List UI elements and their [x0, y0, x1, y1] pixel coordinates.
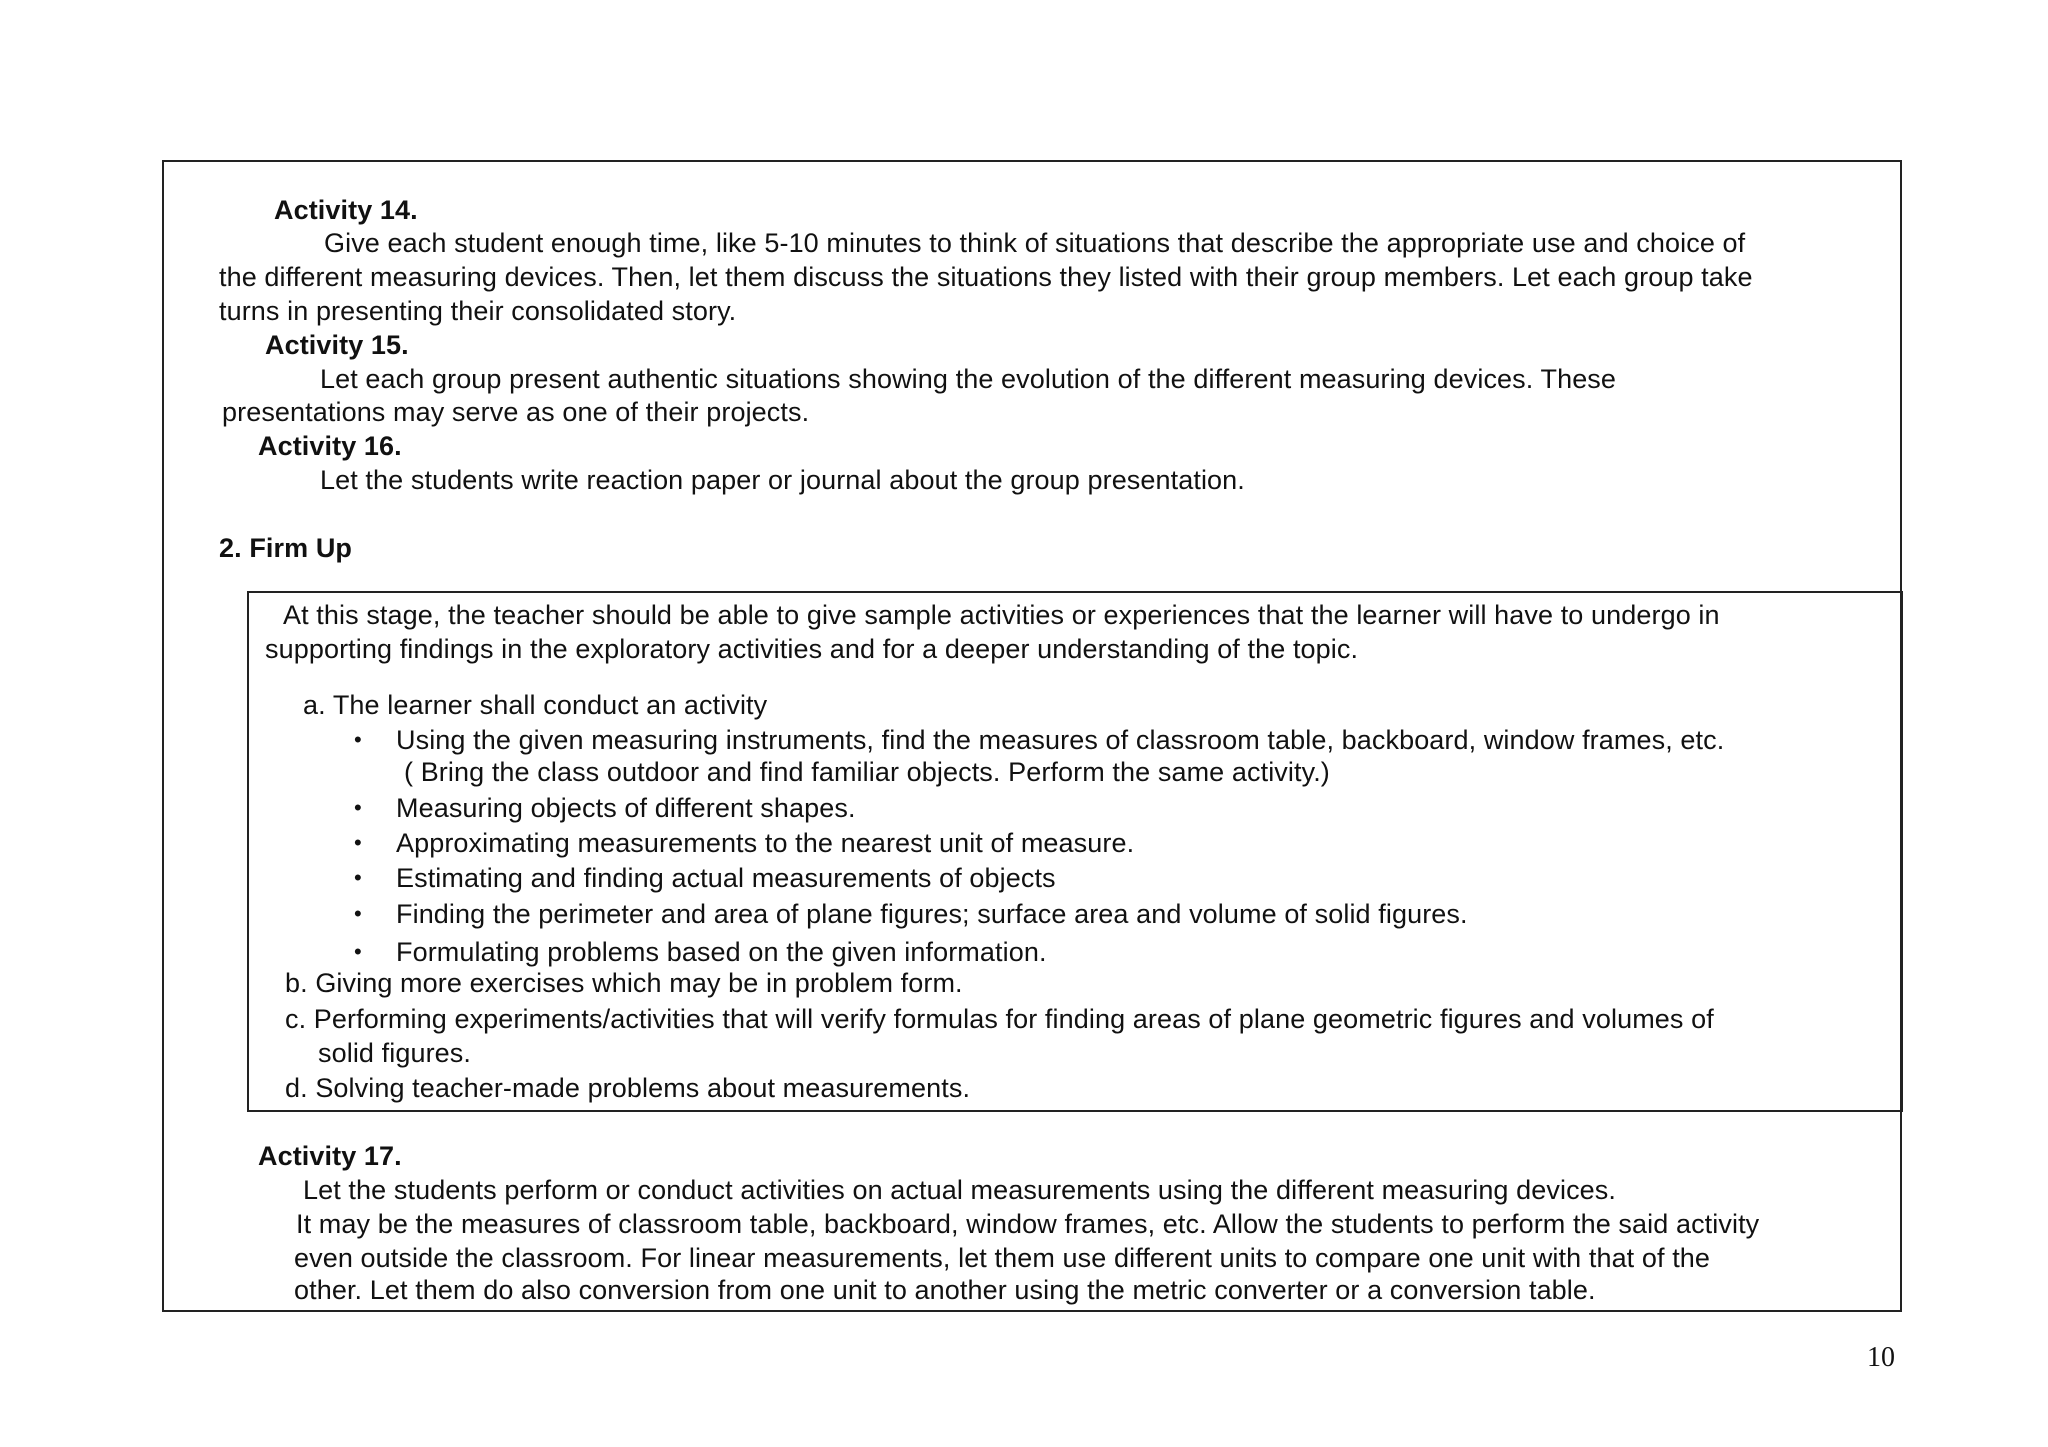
- firm-up-bullet: Approximating measurements to the nearest unit of measure.: [396, 828, 1135, 858]
- activity-15-text-line: presentations may serve as one of their projects.: [222, 397, 810, 427]
- activity-15-text-line: Let each group present authentic situations showing the evolution of the different measuring devices. These: [320, 364, 1617, 394]
- page-number: 10: [1867, 1342, 1895, 1373]
- activity-16-text-line: Let the students write reaction paper or journal about the group presentation.: [320, 465, 1245, 495]
- firm-up-item-d: d. Solving teacher-made problems about measurements.: [285, 1073, 971, 1103]
- bullet-icon: •: [354, 865, 362, 890]
- activity-14-text-line: the different measuring devices. Then, let them discuss the situations they listed with their group members. Let each group take: [219, 262, 1753, 292]
- activity-14-heading: Activity 14.: [274, 195, 418, 225]
- bullet-icon: •: [354, 795, 362, 820]
- bullet-icon: •: [354, 830, 362, 855]
- firm-up-bullet: Using the given measuring instruments, find the measures of classroom table, backboard, window frames, etc.: [396, 725, 1725, 755]
- activity-14-text-line: turns in presenting their consolidated story.: [219, 296, 737, 326]
- activity-14-text-line: Give each student enough time, like 5-10 minutes to think of situations that describe the appropriate use and choice of: [324, 228, 1746, 258]
- activity-16-heading: Activity 16.: [258, 431, 402, 461]
- firm-up-bullet: Estimating and finding actual measurements of objects: [396, 863, 1056, 893]
- firm-up-item-a: a. The learner shall conduct an activity: [303, 690, 768, 720]
- bullet-icon: •: [354, 727, 362, 752]
- firm-up-item-b: b. Giving more exercises which may be in problem form.: [285, 968, 963, 998]
- firm-up-bullet: Measuring objects of different shapes.: [396, 793, 856, 823]
- activity-17-text-line: even outside the classroom. For linear measurements, let them use different units to compare one unit with that of the: [294, 1243, 1711, 1273]
- bullet-icon: •: [354, 901, 362, 926]
- bullet-icon: •: [354, 939, 362, 964]
- firm-up-bullet: Formulating problems based on the given information.: [396, 937, 1047, 967]
- activity-17-text-line: other. Let them do also conversion from one unit to another using the metric converter or a conversion table.: [294, 1275, 1596, 1305]
- activity-15-heading: Activity 15.: [265, 330, 409, 360]
- activity-17-text-line: It may be the measures of classroom table, backboard, window frames, etc. Allow the students to perform the said activity: [296, 1209, 1760, 1239]
- firm-up-item-c: c. Performing experiments/activities that will verify formulas for finding areas of plane geometric figures and volumes of: [285, 1004, 1714, 1034]
- firm-up-intro-line: At this stage, the teacher should be able to give sample activities or experiences that the learner will have to undergo in: [283, 600, 1720, 630]
- firm-up-intro-line: supporting findings in the exploratory activities and for a deeper understanding of the topic.: [265, 634, 1359, 664]
- firm-up-bullet-continuation: ( Bring the class outdoor and find familiar objects. Perform the same activity.): [404, 757, 1330, 787]
- activity-17-text-line: Let the students perform or conduct activities on actual measurements using the different measuring devices.: [303, 1175, 1616, 1205]
- activity-17-heading: Activity 17.: [258, 1141, 402, 1171]
- firm-up-bullet: Finding the perimeter and area of plane figures; surface area and volume of solid figures.: [396, 899, 1468, 929]
- firm-up-heading: 2. Firm Up: [219, 533, 353, 563]
- firm-up-item-c-continuation: solid figures.: [318, 1038, 471, 1068]
